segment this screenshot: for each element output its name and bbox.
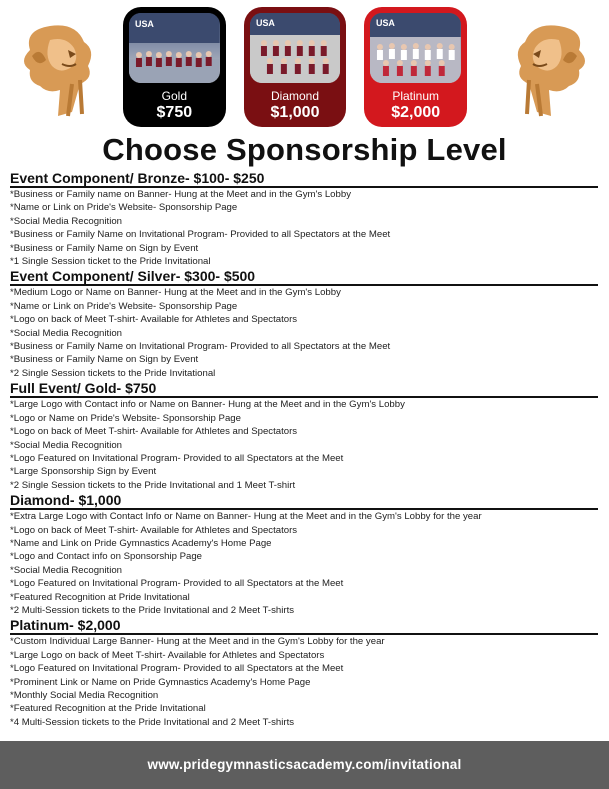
list-item: *Logo Featured on Invitational Program- Provided to all Spectators at the Meet bbox=[10, 578, 344, 590]
list-item: *Logo on back of Meet T-shirt- Available for Athletes and Spectators bbox=[10, 524, 298, 536]
section-platinum bbox=[10, 617, 598, 729]
list-item: *Logo Featured on Invitational Program- Provided to all Spectators at the Meet bbox=[10, 452, 344, 464]
team-photo-gold bbox=[129, 13, 220, 83]
list-item: *Prominent Link or Name on Pride Gymnastics Academy's Home Page bbox=[10, 676, 311, 688]
banner-text: USA bbox=[255, 17, 275, 29]
list-item: *Business or Family Name on Sign by Event bbox=[10, 354, 199, 366]
section-title: Platinum- $2,000 bbox=[10, 617, 598, 635]
list-item: *Name or Link on Pride's Website- Sponsorship Page bbox=[10, 202, 238, 214]
list-item: *Social Media Recognition bbox=[10, 327, 122, 339]
list-item: *Business or Family Name on Invitational Program- Provided to all Spectators at the Meet bbox=[10, 341, 391, 353]
section-gold bbox=[10, 380, 598, 492]
banner-text: USA bbox=[376, 17, 396, 29]
lion-logo-right bbox=[507, 20, 599, 120]
list-item: *Logo and Contact info on Sponsorship Page bbox=[10, 551, 203, 563]
card-level: Diamond bbox=[270, 89, 320, 103]
list-item: *Logo on back of Meet T-shirt- Available for Athletes and Spectators bbox=[10, 314, 298, 326]
card-platinum bbox=[364, 7, 467, 127]
list-item: *Social Media Recognition bbox=[10, 215, 122, 227]
list-item: *Custom Individual Large Banner- Hung at the Meet and in the Gym's Lobby for the year bbox=[10, 636, 385, 648]
card-level: Gold bbox=[161, 89, 188, 103]
section-title: Diamond- $1,000 bbox=[10, 492, 598, 510]
list-item: *Featured Recognition at Pride Invitational bbox=[10, 591, 190, 603]
list-item: *Name or Link on Pride's Website- Sponsorship Page bbox=[10, 300, 238, 312]
section-title: Full Event/ Gold- $750 bbox=[10, 380, 598, 398]
section-silver bbox=[10, 268, 598, 380]
list-item: *4 Multi-Session tickets to the Pride Invitational and 2 Meet T-shirts bbox=[10, 716, 295, 728]
team-photo-platinum bbox=[370, 13, 461, 83]
list-item: *Featured Recognition at the Pride Invitational bbox=[10, 703, 206, 715]
list-item: *2 Single Session tickets to the Pride Invitational bbox=[10, 367, 216, 379]
list-item: *2 Multi-Session tickets to the Pride Invitational and 2 Meet T-shirts bbox=[10, 604, 295, 616]
list-item: *Large Logo with Contact info or Name on Banner- Hung at the Meet and in the Gym's Lobby bbox=[10, 399, 405, 411]
footer-website-link[interactable]: www.pridegymnasticsacademy.com/invitational bbox=[0, 741, 609, 789]
list-item: *Large Logo on back of Meet T-shirt- Available for Athletes and Spectators bbox=[10, 649, 325, 661]
list-item: *Large Sponsorship Sign by Event bbox=[10, 466, 157, 478]
sponsorship-levels bbox=[10, 170, 598, 729]
list-item: *Extra Large Logo with Contact Info or Name on Banner- Hung at the Meet and in the Gym's Lobby for the year bbox=[10, 511, 482, 523]
section-diamond bbox=[10, 492, 598, 617]
list-item: *Name and Link on Pride Gymnastics Academy's Home Page bbox=[10, 537, 272, 549]
section-title: Event Component/ Silver- $300- $500 bbox=[10, 268, 598, 286]
card-gold bbox=[123, 7, 226, 127]
banner-text: USA bbox=[134, 18, 154, 30]
list-item: *Business or Family Name on Invitational Program- Provided to all Spectators at the Meet bbox=[10, 229, 391, 241]
list-item: *Logo Featured on Invitational Program- Provided to all Spectators at the Meet bbox=[10, 663, 344, 675]
card-level: Platinum bbox=[392, 89, 440, 103]
section-bronze bbox=[10, 170, 598, 268]
card-amount: $1,000 bbox=[270, 104, 320, 121]
list-item: *Medium Logo or Name on Banner- Hung at the Meet and in the Gym's Lobby bbox=[10, 287, 341, 299]
card-amount: $2,000 bbox=[391, 104, 441, 121]
list-item: *Logo on back of Meet T-shirt- Available for Athletes and Spectators bbox=[10, 426, 298, 438]
list-item: *Logo or Name on Pride's Website- Sponsorship Page bbox=[10, 412, 241, 424]
card-diamond bbox=[244, 7, 347, 127]
sponsorship-cards bbox=[123, 7, 467, 127]
team-photo-diamond bbox=[250, 13, 341, 83]
page-title: Choose Sponsorship Level bbox=[102, 132, 507, 167]
list-item: *Social Media Recognition bbox=[10, 439, 122, 451]
list-item: *Business or Family name on Banner- Hung at the Meet and in the Gym's Lobby bbox=[10, 189, 351, 200]
lion-logo-left bbox=[10, 20, 102, 120]
list-item: *Business or Family Name on Sign by Event bbox=[10, 242, 199, 254]
list-item: *2 Single Session tickets to the Pride Invitational and 1 Meet T-shirt bbox=[10, 479, 296, 491]
list-item: *Social Media Recognition bbox=[10, 564, 122, 576]
section-title: Event Component/ Bronze- $100- $250 bbox=[10, 170, 598, 188]
list-item: *1 Single Session ticket to the Pride Invitational bbox=[10, 256, 211, 268]
card-amount: $750 bbox=[156, 104, 193, 121]
list-item: *Monthly Social Media Recognition bbox=[10, 690, 159, 701]
